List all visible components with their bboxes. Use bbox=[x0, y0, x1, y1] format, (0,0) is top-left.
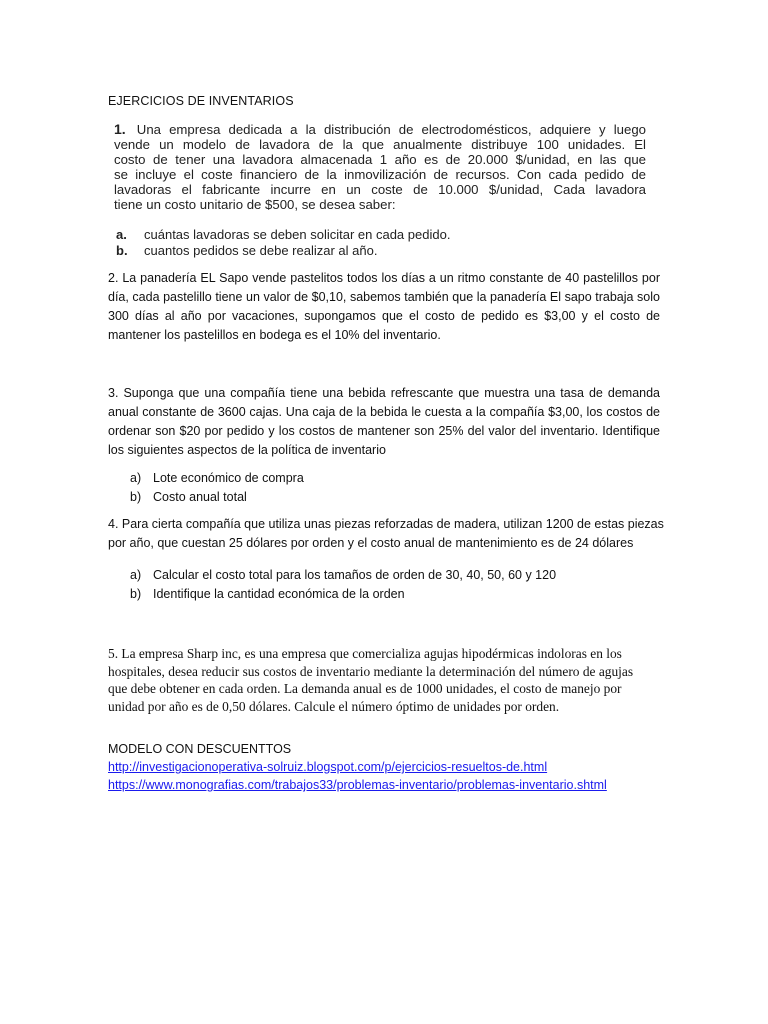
exercise-1-number: 1. bbox=[114, 121, 126, 137]
exercise-2-line: día, cada pastelillo tiene un valor de $0,10, sabemos también que la panadería El sapo trabaja solo bbox=[108, 290, 660, 304]
list-item: b. cuantos pedidos se debe realizar al año. bbox=[116, 243, 378, 258]
exercise-5-line: hospitales, desea reducir sus costos de inventario mediante la determinación del número de agujas bbox=[108, 663, 634, 679]
exercise-3-line: anual constante de 3600 cajas. Una caja de la bebida le cuesta a la compañía $3,00, los costos de bbox=[108, 405, 660, 419]
exercise-4 bbox=[108, 515, 664, 553]
exercise-2-line: mantener los pastelillos en bodega es el 10% del inventario. bbox=[108, 328, 441, 342]
modelo-heading: MODELO CON DESCUENTTOS bbox=[108, 742, 292, 756]
document-title: EJERCICIOS DE INVENTARIOS bbox=[108, 94, 294, 108]
exercise-4-list bbox=[130, 566, 556, 604]
exercise-4-line: 4. Para cierta compañía que utiliza unas piezas reforzadas de madera, utilizan 1200 de estas piezas bbox=[108, 517, 664, 531]
exercise-1-line: costo de tener una lavadora almacenada 1 año es de 20.000 $/unidad, en las que bbox=[114, 152, 646, 167]
exercise-3-line: 3. Suponga que una compañía tiene una bebida refrescante que muestra una tasa de demanda bbox=[108, 386, 660, 400]
exercise-2-line: 300 días al año por vacaciones, supongamos que el costo de pedido es $3,00 y el costo de bbox=[108, 309, 660, 323]
modelo-descuentos-section bbox=[108, 740, 607, 794]
exercise-1-list bbox=[116, 227, 450, 259]
exercise-5-line: que debe obtener en cada orden. La demanda anual es de 1000 unidades, el costo de manejo por bbox=[108, 681, 622, 696]
exercise-1-line: 1. Una empresa dedicada a la distribución de electrodomésticos, adquiere y luego bbox=[114, 121, 646, 137]
link-solruiz-blog[interactable]: http://investigacionoperativa-solruiz.blogspot.com/p/ejercicios-resueltos-de.html bbox=[108, 760, 548, 774]
list-item: a) Calcular el costo total para los tamaños de orden de 30, 40, 50, 60 y 120 bbox=[130, 568, 557, 582]
exercise-5-line: 5. La empresa Sharp inc, es una empresa que comercializa agujas hipodérmicas indoloras en los bbox=[108, 646, 622, 661]
list-item: b) Identifique la cantidad económica de la orden bbox=[130, 587, 405, 601]
exercise-5 bbox=[108, 645, 633, 715]
exercise-3-line: ordenar son $20 por pedido y los costos de mantener son 25% del valor del inventario. Identifique bbox=[108, 424, 660, 438]
exercise-3-list bbox=[130, 469, 304, 507]
exercise-1-line: tiene un costo unitario de $500, se desea saber: bbox=[114, 197, 396, 212]
exercise-2-line: 2. La panadería EL Sapo vende pastelitos todos los días a un ritmo constante de 40 pastelillos por bbox=[108, 271, 660, 285]
exercise-4-line: por año, que cuestan 25 dólares por orden y el costo anual de mantenimiento es de 24 dólares bbox=[108, 536, 634, 550]
exercise-1-line: lavadoras el fabricante incurre en un coste de 10.000 $/unidad, Cada lavadora bbox=[114, 182, 646, 197]
exercise-1-line: se incluye el coste financiero de la inmovilización de recursos. Con cada pedido de bbox=[114, 167, 646, 182]
exercise-3 bbox=[108, 384, 660, 460]
exercise-3-line: los siguientes aspectos de la política de inventario bbox=[108, 443, 386, 457]
exercise-2 bbox=[108, 269, 660, 345]
exercise-5-line: unidad por año es de 0,50 dólares. Calcule el número óptimo de unidades por orden. bbox=[108, 698, 560, 714]
list-item: a. cuántas lavadoras se deben solicitar en cada pedido. bbox=[116, 227, 451, 242]
list-item: a) Lote económico de compra bbox=[130, 471, 304, 485]
exercise-1-line: vende un modelo de lavadora de la que anualmente distribuye 100 unidades. El bbox=[114, 137, 646, 152]
link-monografias[interactable]: https://www.monografias.com/trabajos33/problemas-inventario/problemas-inventario.shtml bbox=[108, 778, 607, 792]
list-item: b) Costo anual total bbox=[130, 490, 247, 504]
exercise-1-scanned bbox=[114, 122, 646, 212]
